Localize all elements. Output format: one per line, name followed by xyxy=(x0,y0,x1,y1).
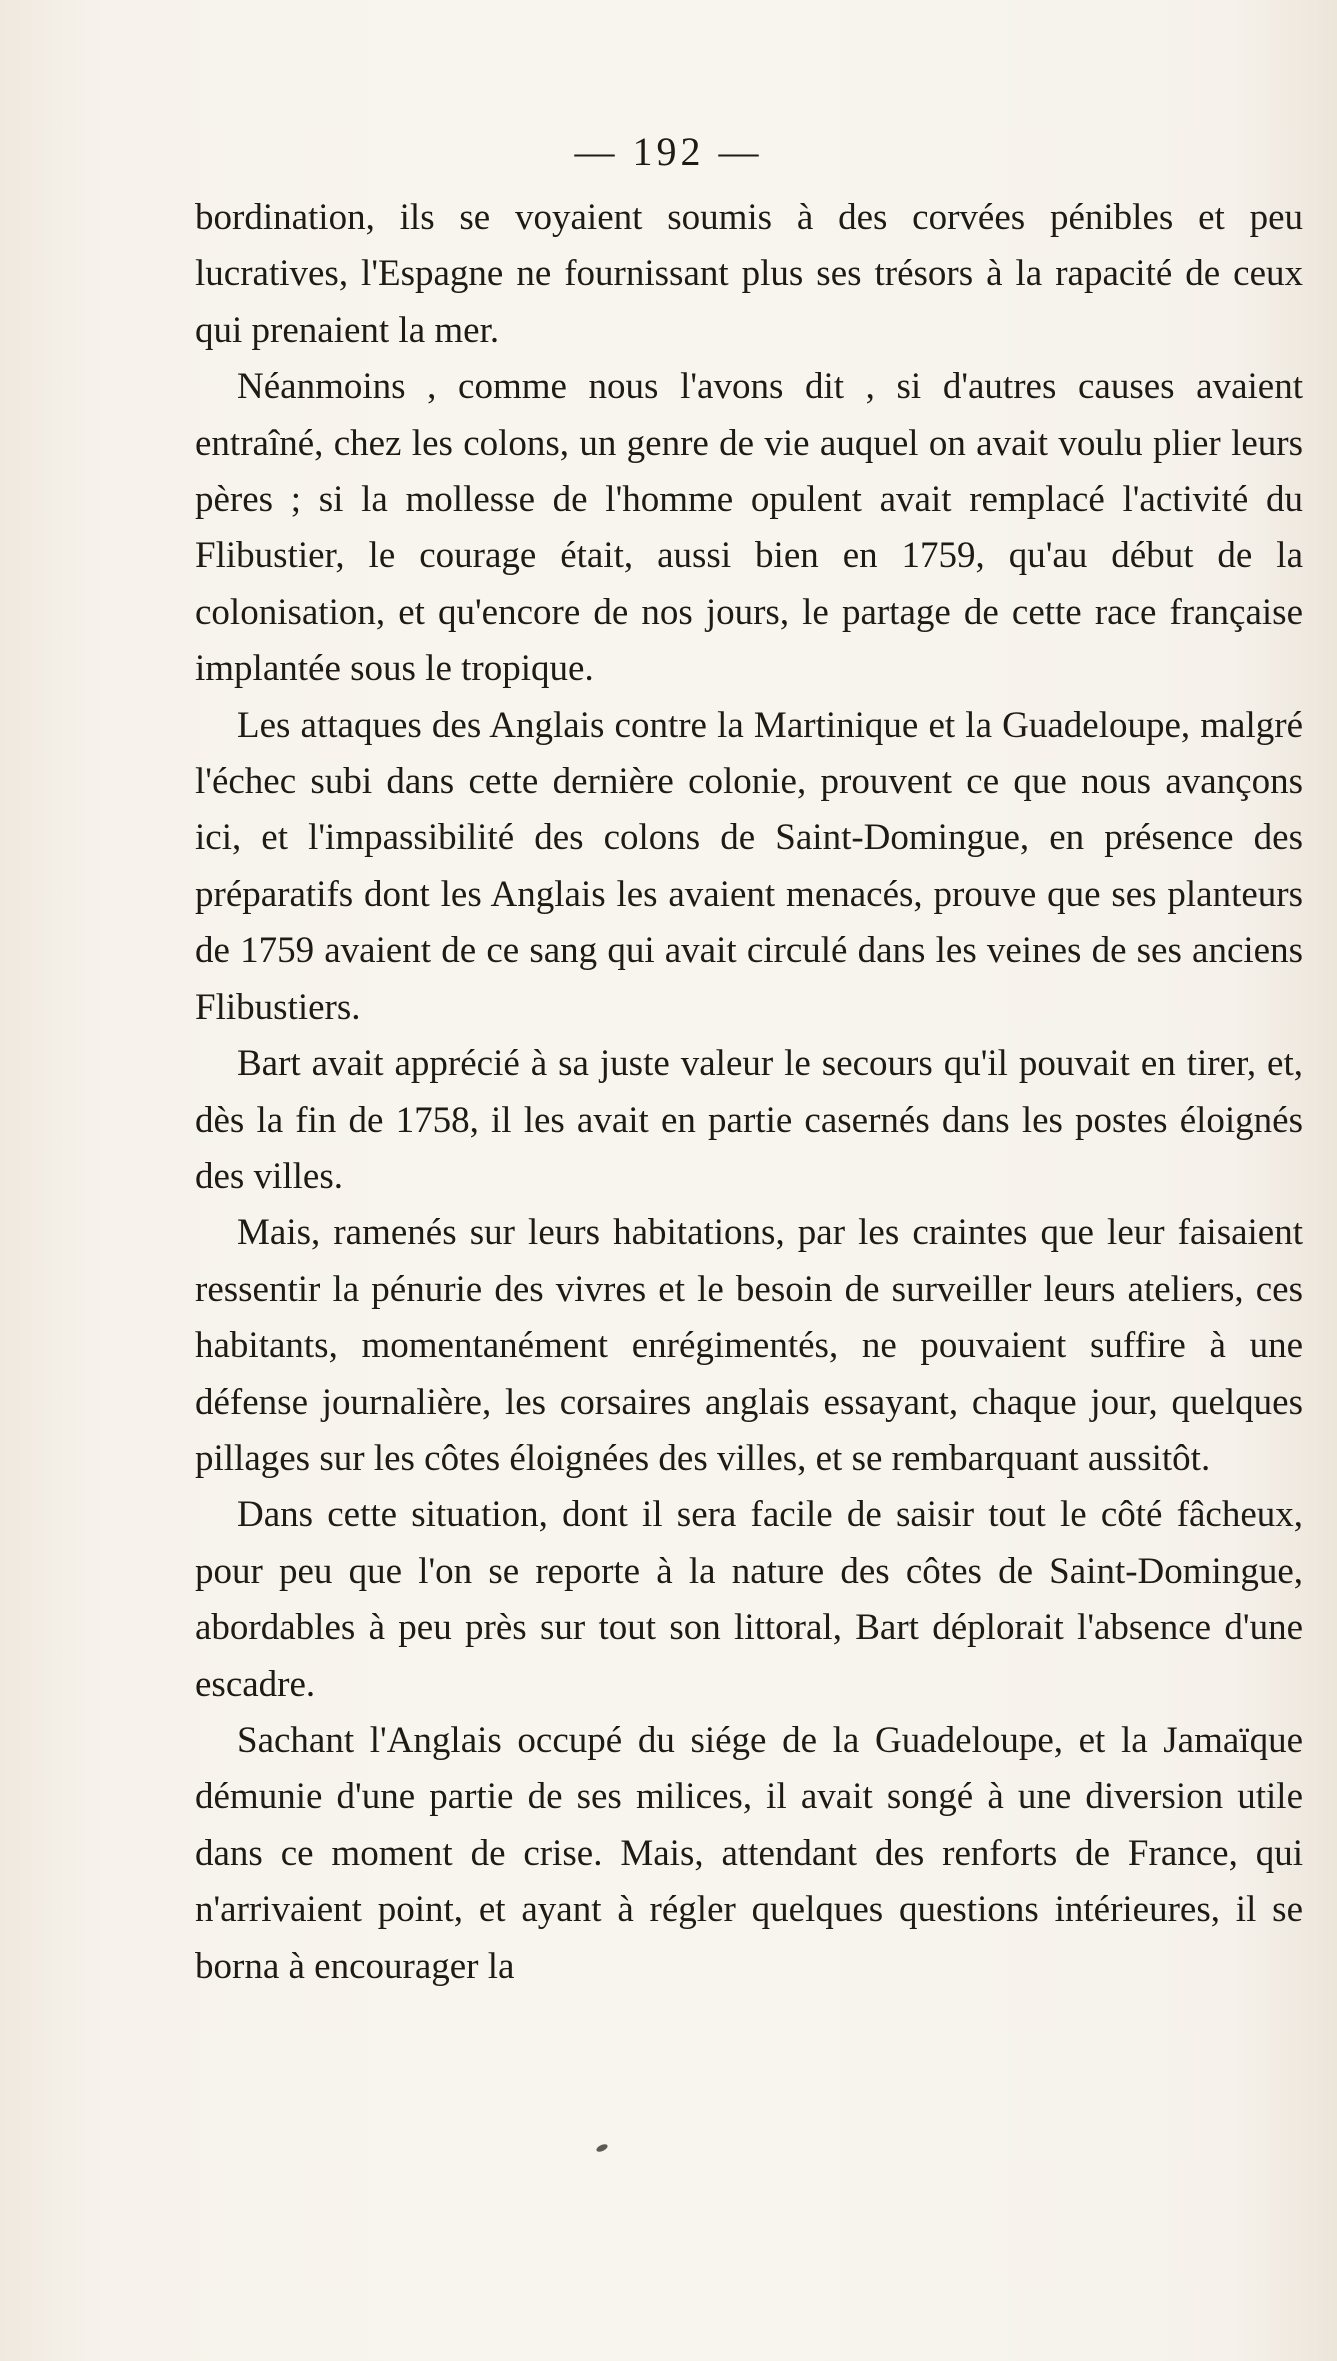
paragraph-3: Les attaques des Anglais contre la Martinique et la Guadeloupe, malgré l'échec subi dans cette dernière colonie, prouvent ce que nous avançons ici, et l'impassibilité des colons de Saint-Domingue, en présence des préparatifs dont les Anglais les avaient menacés, prouve que ses planteurs de 1759 avaient de ce sang qui avait circulé dans les veines de ses anciens Flibustiers. xyxy=(195,704,1303,1028)
paragraph-2: Néanmoins , comme nous l'avons dit , si d'autres causes avaient entraîné, chez les colons, un genre de vie auquel on avait voulu plier leurs pères ; si la mollesse de l'homme opulent avait remplacé l'activité du Flibustier, le courage était, aussi bien en 1759, qu'au début de la colonisation, et qu'encore de nos jours, le partage de cette race française implantée sous le tropique. xyxy=(195,366,1303,690)
paragraph-7: Sachant l'Anglais occupé du siége de la Guadeloupe, et la Jamaïque démunie d'une partie de ses milices, il avait songé à une diversion utile dans ce moment de crise. Mais, attendant des renforts de France, qui n'arrivaient point, et ayant à régler quelques questions intérieures, il se borna à encourager la xyxy=(195,1719,1303,1987)
paragraph-4: Bart avait apprécié à sa juste valeur le secours qu'il pouvait en tirer, et, dès la fin de 1758, il les avait en partie casernés dans les postes éloignés des villes. xyxy=(195,1043,1303,1197)
ink-mark xyxy=(595,2143,608,2154)
page-number: — 192 — xyxy=(574,129,763,174)
paragraph-6: Dans cette situation, dont il sera facile de saisir tout le côté fâcheux, pour peu que l'on se reporte à la nature des côtes de Saint-Domingue, abordables à peu près sur tout son littoral, Bart déplorait l'absence d'une escadre. xyxy=(195,1494,1303,1705)
paragraph-1: bordination, ils se voyaient soumis à des corvées pénibles et peu lucratives, l'Espagne ne fournissant plus ses trésors à la rapacité de ceux qui prenaient la mer. xyxy=(195,197,1303,351)
body-text xyxy=(195,190,1303,1995)
paragraph-5: Mais, ramenés sur leurs habitations, par les craintes que leur faisaient ressentir la pénurie des vivres et le besoin de surveiller leurs ateliers, ces habitants, momentanément enrégimentés, ne pouvaient suffire à une défense journalière, les corsaires anglais essayant, chaque jour, quelques pillages sur les côtes éloignées des villes, et se rembarquant aussitôt. xyxy=(195,1212,1303,1479)
